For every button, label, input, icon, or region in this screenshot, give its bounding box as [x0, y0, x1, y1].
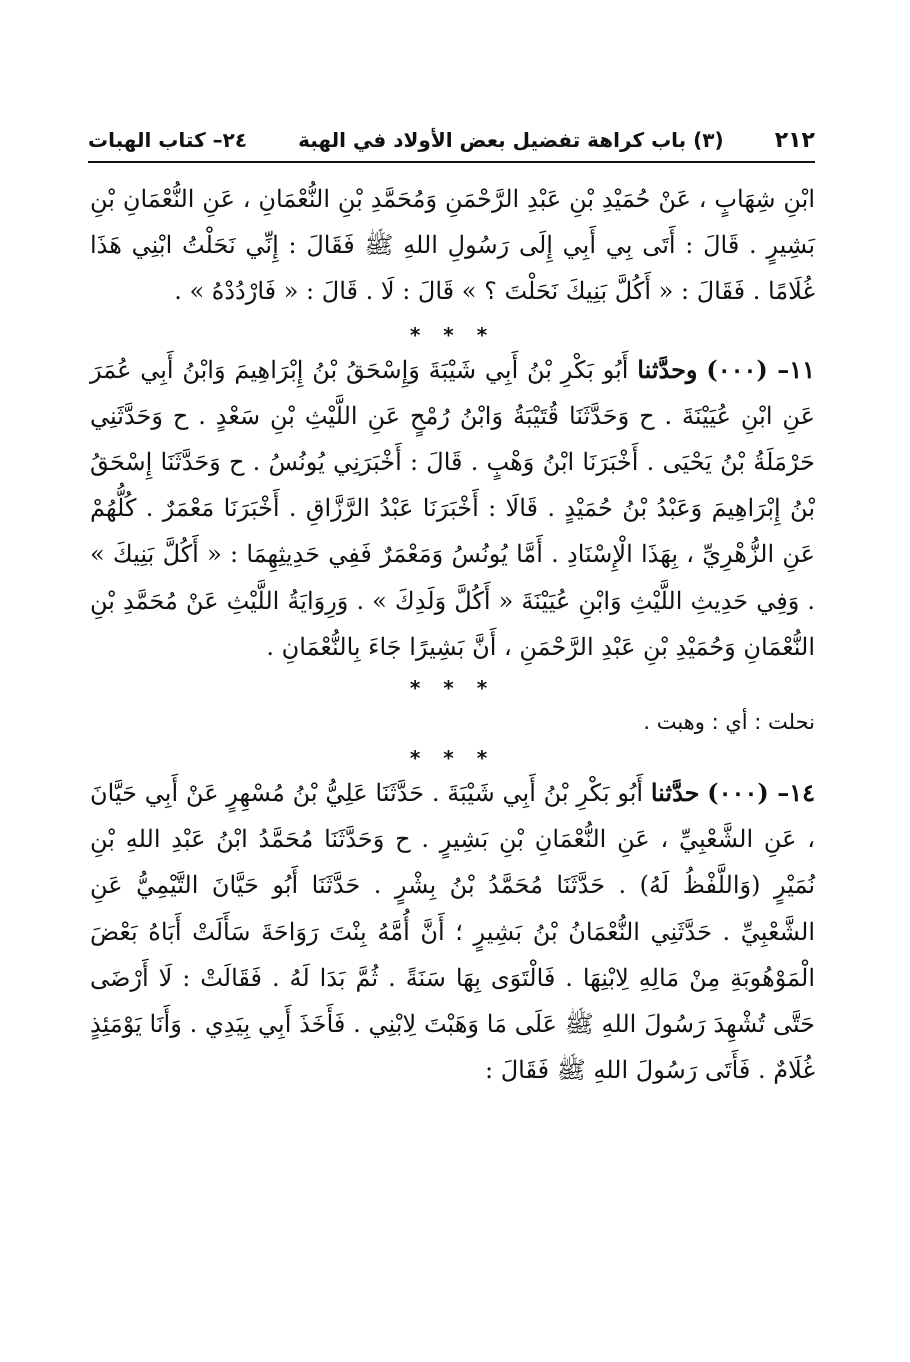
- hadith-number: ١١– (٠٠٠): [706, 354, 816, 384]
- hadith-text: أَبُو بَكْرِ بْنُ أَبِي شَيْبَةَ . حَدَّثَنَا عَلِيُّ بْنُ مُسْهِرٍ عَنْ أَبِي حَيَّانَ ، عَنِ الشَّعْبِيِّ ، عَنِ النُّعْمَانِ بْنِ بَشِيرٍ . ح وَحَدَّثَنَا مُحَمَّدُ ابْنُ عَبْدِ اللهِ بْنِ نُمَيْرٍ (وَاللَّفْظُ لَهُ) . حَدَّثَنَا مُحَمَّدُ بْنُ بِشْرٍ . حَدَّثَنَا أَبُو حَيَّانَ التَّيْمِيُّ عَنِ الشَّعْبِيِّ . حَدَّثَنِي النُّعْمَانُ بْنُ بَشِيرٍ ؛ أَنَّ أُمَّهُ بِنْتَ رَوَاحَةَ سَأَلَتْ أَبَاهُ بَعْضَ الْمَوْهُوبَةِ مِنْ مَالِهِ لِابْنِهَا . فَالْتَوَى بِهَا سَنَةً . ثُمَّ بَدَا لَهُ . فَقَالَتْ : لَا أَرْضَى حَتَّى تُشْهِدَ رَسُولَ اللهِ ﷺ عَلَى مَا وَهَبْتَ لِابْنِي . فَأَخَذَ أَبِي بِيَدِي . وَأَنَا يَوْمَئِذٍ غُلَامٌ . فَأَتَى رَسُولَ اللهِ ﷺ فَقَالَ :: [90, 779, 815, 1085]
- page-body: [90, 176, 815, 1093]
- separator-stars: * * *: [409, 676, 496, 701]
- hadith-number: ١٤– (٠٠٠): [707, 778, 815, 808]
- page-number: ٢١٢: [774, 127, 815, 153]
- hadith-text: أَبُو بَكْرِ بْنُ أَبِي شَيْبَةَ وَإِسْحَقُ بْنُ إِبْرَاهِيمَ وَابْنُ أَبِي عُمَرَ عَنِ ابْنِ عُيَيْنَةَ . ح وَحَدَّثَنَا قُتَيْبَةُ وَابْنُ رُمْحٍ عَنِ اللَّيْثِ بْنِ سَعْدٍ . ح وَحَدَّثَنِي حَرْمَلَةُ بْنُ يَحْيَى . أَخْبَرَنَا ابْنُ وَهْبٍ . قَالَ : أَخْبَرَنِي يُونُسُ . ح وَحَدَّثَنَا إِسْحَقُ بْنُ إِبْرَاهِيمَ وَعَبْدُ بْنُ حُمَيْدٍ . قَالَا : أَخْبَرَنَا عَبْدُ الرَّزَّاقِ . أَخْبَرَنَا مَعْمَرٌ . كُلُّهُمْ عَنِ الزُّهْرِيِّ ، بِهَذَا الْإِسْنَادِ . أَمَّا يُونُسُ وَمَعْمَرٌ فَفِي حَدِيثِهِمَا : « أَكُلَّ بَنِيكَ » . وَفِي حَدِيثِ اللَّيْثِ وَابْنِ عُيَيْنَةَ « أَكُلَّ وَلَدِكَ » . وَرِوَايَةُ اللَّيْثِ عَنْ مُحَمَّدِ بْنِ النُّعْمَانِ وَحُمَيْدِ بْنِ عَبْدِ الرَّحْمَنِ ، أَنَّ بَشِيرًا جَاءَ بِالنُّعْمَانِ .: [90, 355, 816, 661]
- book-title: ٢٤– كتاب الهبات: [88, 128, 248, 152]
- hadith-opening-keyword: حدَّثنا: [650, 778, 700, 808]
- hadith-opening-keyword: وحدَّثنا: [637, 354, 698, 384]
- header-rule: [88, 161, 815, 163]
- section-title: (٣) باب كراهة تفضيل بعض الأولاد في الهبة: [298, 128, 724, 152]
- gloss-note: نحلت : أي : وهبت .: [643, 710, 815, 735]
- running-header: [88, 118, 815, 162]
- separator-stars: * * *: [409, 322, 496, 347]
- hadith-11: [90, 347, 815, 670]
- paragraph-continuation: ابْنِ شِهَابٍ ، عَنْ حُمَيْدِ بْنِ عَبْدِ الرَّحْمَنِ وَمُحَمَّدِ بْنِ النُّعْمَانِ ، عَنِ النُّعْمَانِ بْنِ بَشِيرٍ . قَالَ : أَتَى بِي أَبِي إِلَى رَسُولِ اللهِ ﷺ فَقَالَ : إِنِّي نَحَلْتُ ابْنِي هَذَا غُلَامًا . فَقَالَ : « أَكُلَّ بَنِيكَ نَحَلْتَ ؟ » قَالَ : لَا . قَالَ : « فَارْدُدْهُ » .: [90, 185, 815, 306]
- hadith-14: [90, 770, 815, 1093]
- separator-stars: * * *: [409, 746, 496, 771]
